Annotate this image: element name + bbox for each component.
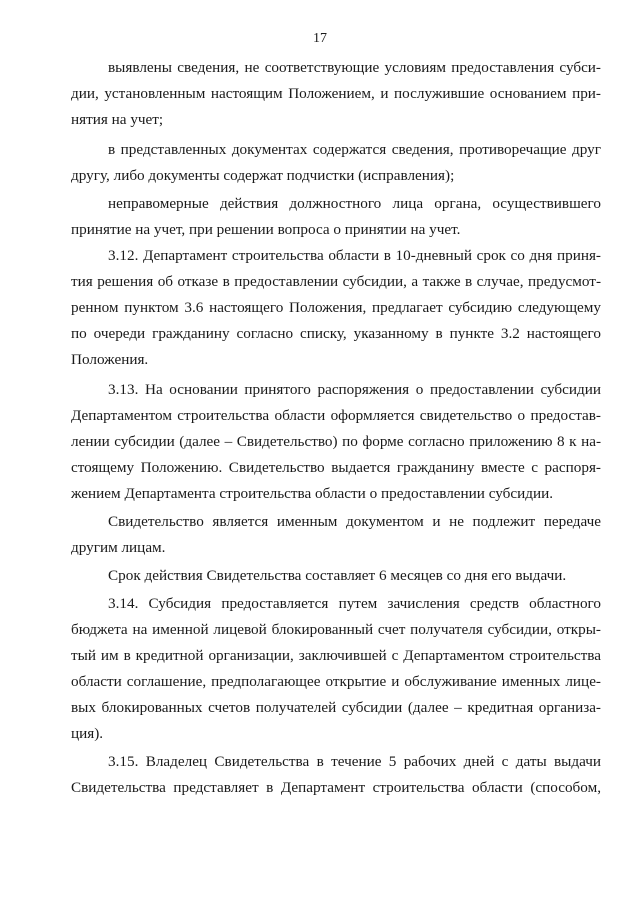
text-line: другим лицам. (71, 539, 166, 556)
text-line: по очереди гражданину согласно списку, указанному в пункте 3.2 настоящего (71, 325, 601, 342)
text-line: 3.12. Департамент строительства области в 10-дневный срок со дня приня- (108, 247, 601, 264)
text-line: области соглашение, предполагающее открытие и обслуживание именных лице- (71, 673, 601, 690)
text-line: стоящему Положению. Свидетельство выдается гражданину вместе с распоря- (71, 459, 601, 476)
page-number: 17 (313, 31, 327, 46)
text-line: тия решения об отказе в предоставлении субсидии, а также в случае, предусмот- (71, 273, 601, 290)
text-line: Положения. (71, 351, 149, 368)
text-line: неправомерные действия должностного лица органа, осуществившего (108, 195, 601, 212)
text-line: другу, либо документы содержат подчистки (исправления); (71, 167, 455, 184)
text-line: тый им в кредитной организации, заключившей с Департаментом строительства (71, 647, 601, 664)
text-line: 3.14. Субсидия предоставляется путем зачисления средств областного (108, 595, 601, 612)
text-line: Департаментом строительства области оформляется свидетельство о предостав- (71, 407, 601, 424)
text-line: принятие на учет, при решении вопроса о принятии на учет. (71, 221, 461, 238)
text-line: бюджета на именной лицевой блокированный счет получателя субсидии, откры- (71, 621, 601, 638)
text-line: Срок действия Свидетельства составляет 6 месяцев со дня его выдачи. (108, 567, 567, 584)
text-line: лении субсидии (далее – Свидетельство) по форме согласно приложению 8 к на- (71, 433, 601, 450)
text-line: Свидетельство является именным документом и не подлежит передаче (108, 513, 601, 530)
text-line: жением Департамента строительства области о предоставлении субсидии. (71, 485, 554, 502)
text-line: ция). (71, 725, 104, 742)
text-line: нятия на учет; (71, 111, 164, 128)
text-line: в представленных документах содержатся сведения, противоречащие друг (108, 141, 601, 158)
text-line: 3.15. Владелец Свидетельства в течение 5 рабочих дней с даты выдачи (108, 753, 601, 770)
text-line: 3.13. На основании принятого распоряжения о предоставлении субсидии (108, 381, 601, 398)
text-line: дии, установленным настоящим Положением, и послужившие основанием при- (71, 85, 601, 102)
text-line: вых блокированных счетов получателей субсидии (далее – кредитная организа- (71, 699, 601, 716)
text-line: выявлены сведения, не соответствующие условиям предоставления субси- (108, 59, 601, 76)
text-line: Свидетельства представляет в Департамент строительства области (способом, (71, 779, 601, 796)
text-line: ренном пунктом 3.6 настоящего Положения, предлагает субсидию следующему (71, 299, 601, 316)
